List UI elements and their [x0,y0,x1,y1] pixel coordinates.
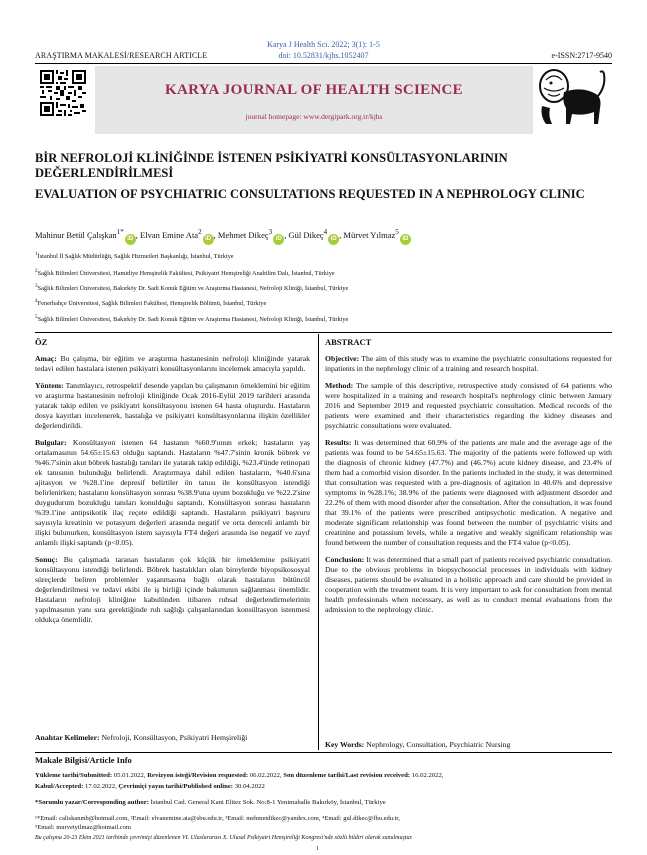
doi-link[interactable]: doi: 10.52831/kjhs.1052407 [278,51,369,60]
author: Gül Dikeç$^4$iD [288,230,339,240]
abstract-column [325,354,612,622]
oz-amac: Amaç: Bu çalışma, bir eğitim ve araştırma hastanesinin nefroloji kliniğinde yatarak tedavi edilen hastalara istenen psikiyatri konsültasyonlarını incelemek amacıyla yapıldı. [35,354,310,373]
author: Mürvet Yılmaz$^5$iD [343,230,410,240]
conference-footnote: Bu çalışma 20-23 Ekim 2021 tarihinde çevrimiçi düzenlenen VI. Uluslararası X. Ulusal Psikiyatri Hemşireliği Kongresi'nde sözlü bildiri olarak sunulmuştur. [35,835,413,841]
author: Elvan Emine Ata$^2$iD [140,230,214,240]
abstract-conclusion: Conclusion: It was determined that a small part of patients received psychiatric consultation. Due to the obvious problems in biopsychosocial processes in individuals with kidney diseases, patients should be evaluated in a holistic approach and care should be provided in cooperation with the treatment team. It is very important to ask for consultation from mental health professionals when necessary, as well as to conduct mental evaluations from the admission to the nephrology clinic. [325,555,612,614]
orcid-icon[interactable]: iD [125,234,136,245]
oz-column [35,354,310,632]
orcid-icon[interactable]: iD [328,234,339,245]
oz-keywords: Anahtar Kelimeler: Nefroloji, Konsültasyon, Psikiyatri Hemşireliği [35,733,248,742]
journal-banner [95,66,533,134]
journal-title: KARYA JOURNAL OF HEALTH SCIENCE [164,82,463,98]
oz-sonuc: Sonuç: Bu çalışmada taranan hastaların çok küçük bir örneklemine psikiyatri konsültasyonu istendiği belirlendi. Böbrek hastalıkları olan bireylerde biyopsikososyal süreçlerde beliren problemler yaşanmasına bağlı olarak hastaların bütüncül değerlendirilmesi ve tedavi ekibi ile iş birliği içinde bakımının sağlanması önemlidir. Hastaların nefroloji kliniğine kabulünden itibaren ruhsal değerlendirmelerinin yapılmasının yanı sıra gerektiğinde ruh sağlığı çalışanlarından konsültasyon istenmesi oldukça önemlidir. [35,555,310,624]
article-info-rule [35,752,612,753]
affiliation: $^2$Sağlık Bilimleri Üniversitesi, Hamidiye Hemşirelik Fakültesi, Psikiyatri Hemşireliği Anabilim Dalı, İstanbul, Türkiye [35,268,335,278]
title-turkish: BİR NEFROLOJİ KLİNİĞİNDE İSTENEN PSİKİYATRİ KONSÜLTASYONLARININ DEĞERLENDİRİLMESİ [35,151,508,180]
orcid-icon[interactable]: iD [273,234,284,245]
abstract-results: Results: It was determined that 60.9% of the patients are male and the average age of the patients was found to be 54.65±15.63. The majority of the patients were followed up with the diagnosis of chronic kidney (47.7%) and (46.7%) acute kidney disease, and 23.4% of them had a comorbid vision disorder. In the patients included in the study, it was determined that consultation was requested with a pre-diagnosis of agitation in 40.6% and depressive symptoms in %28.1%; 38.9% of the patients were diagnosed with adjustment disorder and 22.2% of them with mood disorder after the consultation. After the consultation, it was found that 39.1% of the patients were prescribed antipsychotic medication. A negative and moderate significant relationship was found between the number of psychiatric visits and creatinine and potassium levels, while a negative and weakly significant relationship was found between the number of consultation requests and the FT4 value (p<0.05). [325,438,613,547]
article-dates-line1: Yükleme tarihi/Submitted: 05.01.2022, Revizyon isteği/Revision requested: 06.02.2022, Son düzenleme tarihi/Last revision received: 16.02.2022, [35,772,444,779]
column-divider [318,334,319,750]
abstract-top-rule [35,332,612,333]
corresponding-author: *Sorumlu yazar/Corresponding author: İstanbul Cad. General Kani Elitez Sok. No:8-1 Yenimahalle Bakırköy, İstanbul, Türkiye [35,799,386,806]
orcid-icon[interactable]: iD [203,234,214,245]
abstract-objective: Objective: The aim of this study was to examine the psychiatric consultations requested for inpatients in the nephrology clinic of a training and research hospital. [325,354,612,373]
oz-heading: ÖZ [35,337,48,347]
abstract-heading: ABSTRACT [325,337,372,347]
citation-block [0,39,647,61]
affiliation: $^3$Sağlık Bilimleri Üniversitesi, Bakırköy Dr. Sadi Konuk Eğitim ve Araştırma Hastanesi, Nefroloji Kliniği, İstanbul, Türkiye [35,283,349,293]
author-list: Mahinur Betül Çalışkan$^{1*}$iD , Elvan Emine Ata$^2$iD , Mehmet Dikeç$^3$iD , Gül Dikeç$^4$iD , Mürvet Yılmaz$^5$iD [35,228,411,245]
abstract-keywords: Key Words: Nephrology, Consultation, Psychiatric Nursing [325,740,511,749]
author-emails: ¹*Email: caliskanmb@hotmail.com, ²Email: elvanemine.ata@sbu.edu.tr, ³Email: mehmetdikec@yandex.com, ⁴Email: gul.dikec@fbu.edu.tr, ⁵Email: murvetyilmaz@hotmail.com [35,815,400,831]
orcid-icon[interactable]: iD [400,234,411,245]
oz-bulgular: Bulgular: Konsültasyon istenen 64 hastanın %60.9'unun erkek; hastaların yaş ortalamasının 54.65±15.63 olduğu saptandı. Hastaların %47.7'sinin kronik böbrek ve %46.7'sinin akut böbrek hastalığı tanıları ile yatarak takip edildiği, %23.4'ünde retinopati ek tanısının bulunduğu belirlendi. Araştırmaya dahil edilen hastaların, %40.6'sına ajitasyon ve %28.1'ine depresif belirtiler ön tanısı ile konsültasyon istendiği belirlenirken; hastaların konsültasyon sonrası %38.9'una uyum bozukluğu ve %22.2'sine duygudurum bozukluğu tanıları konulduğu saptandı. Konsültasyon sonrası hastaların %39.1'ine antipsikotik ilaç reçete edildiği saptandı. Hastaların psikiyatri başvuru sayısıyla kreatinin ve potasyum değerleri arasında negatif ve orta dereceli anlamlı bir ilişki bulunurken, konsültasyon istem sayısıyla FT4 değeri arasında ise negatif ve zayıf anlamlı ilişki saptandı (p<0.05). [35,438,310,547]
page-number: 1 [316,846,319,852]
affiliation: $^5$Sağlık Bilimleri Üniversitesi, Bakırköy Dr. Sadi Konuk Eğitim ve Araştırma Hastanesi, Nefroloji Kliniği, İstanbul, Türkiye [35,314,349,324]
article-type-label: ARAŞTIRMA MAKALESİ/RESEARCH ARTICLE [35,51,208,60]
article-dates-line2: Kabul/Accepted: 17.02.2022, Çevrimiçi yayın tarihi/Published online: 30.04.2022 [35,783,265,790]
lion-logo-icon [536,66,608,130]
oz-yontem: Yöntem: Tanımlayıcı, retrospektif desende yapılan bu çalışmanın örneklemini bir eğitim ve araştırma hastanesinin nefroloji kliniğinde Ocak 2016-Eylül 2019 tarihleri arasında yatarak takip edilen ve psikiyatri konsültasyonu istenen 64 hasta oluşturdu. Hastaların dosya kayıtları incelenerek, hastalığa ve psikiyatri konsültasyonlarına ilişkin özellikler değerlendirildi. [35,381,310,430]
affiliation: $^4$Fenerbahçe Üniversitesi, Sağlık Bilimleri Fakültesi, Hemşirelik Bölümü, İstanbul, Türkiye [35,298,267,308]
issn-label: e-ISSN:2717-9540 [551,51,612,60]
abstract-method: Method: The sample of this descriptive, retrospective study consisted of 64 patients who were hospitalized in a training and research hospital's nephrology clinic between January 2016 and September 2019 and requested psychiatric consultation. Medical records of the patients were examined and their characteristics regarding the kidney diseases and psychiatric consultations were evaluated. [325,381,612,430]
affiliation: $^1$İstanbul İl Sağlık Müdürlüğü, Sağlık Hizmetleri Başkanlığı, İstanbul, Türkiye [35,251,234,261]
title-english: EVALUATION OF PSYCHIATRIC CONSULTATIONS REQUESTED IN A NEPHROLOGY CLINIC [35,187,585,201]
author: Mahinur Betül Çalışkan$^{1*}$iD [35,230,136,240]
qr-code-icon [40,70,86,116]
header-rule [35,63,612,64]
author: Mehmet Dikeç$^3$iD [218,230,284,240]
article-info-heading: Makale Bilgisi/Article Info [35,755,132,765]
citation-text: Karya J Health Sci. 2022; 3(1): 1-5 [267,40,380,49]
journal-homepage-link[interactable]: journal homepage: www.dergipark.org.tr/kjhs [245,112,383,121]
